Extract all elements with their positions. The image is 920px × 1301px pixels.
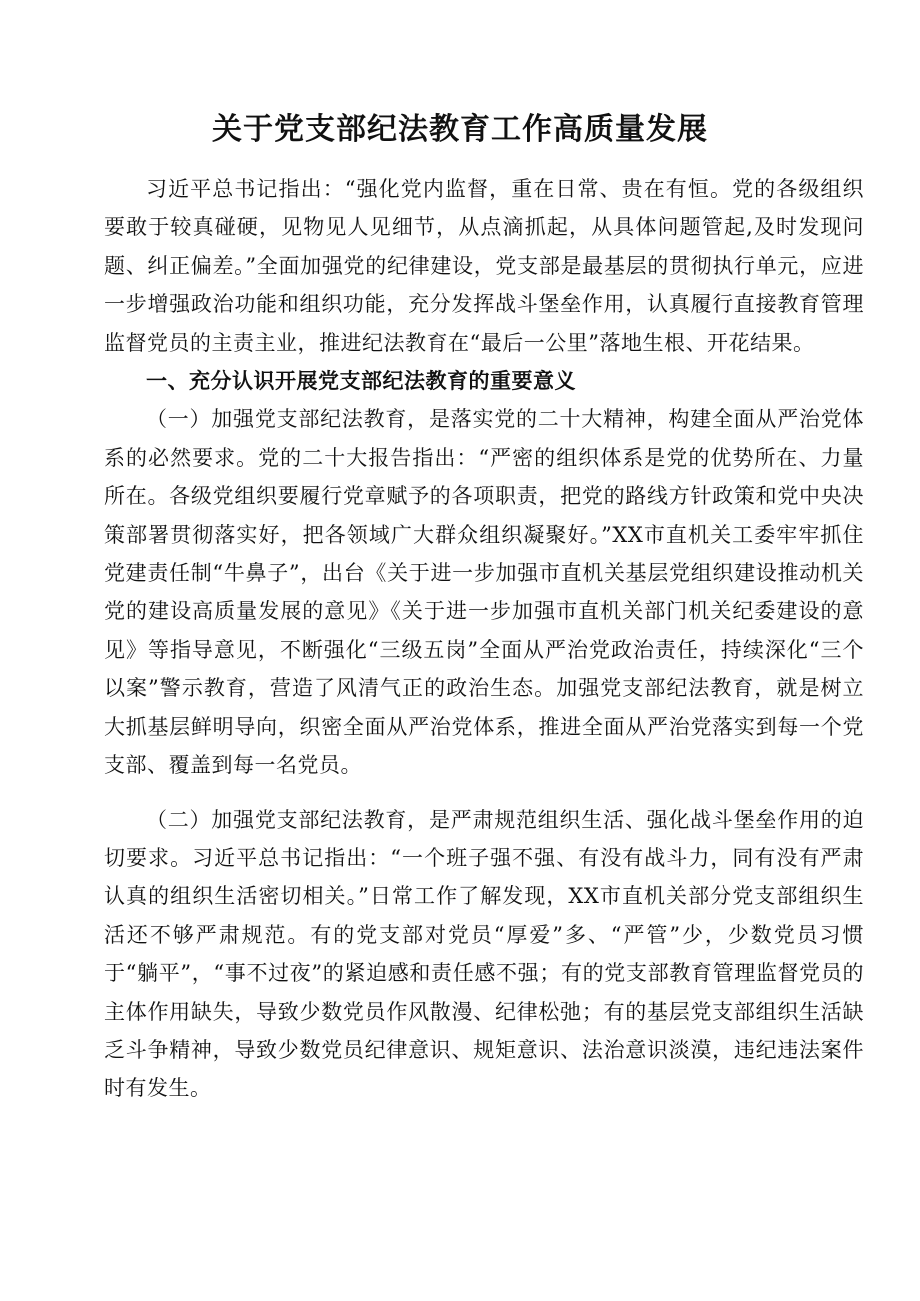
paragraph-gap <box>104 785 864 801</box>
document-title: 关于党支部纪法教育工作高质量发展 <box>212 112 708 147</box>
section-heading-1: 一、充分认识开展党支部纪法教育的重要意义 <box>146 369 576 394</box>
paragraph-1: （一）加强党支部纪法教育，是落实党的二十大精神，构建全面从严治党体系的必然要求。党的二十大报告指出：“严密的组织体系是党的优势所在、力量所在。各级党组织要履行党章赋予的各项职责，把党的路线方针政策和党中央决策部署贯彻落实好，把各领域广大群众组织凝聚好。”XX市直机关工委牢牢抓住党建责任制“牛鼻子”，出台《关于进一步加强市直机关基层党组织建设推动机关党的建设高质量发展的意见》《关于进一步加强市直机关部门机关纪委建设的意见》等指导意见，不断强化“三级五岗”全面从严治党政治责任，持续深化“三个以案”警示教育，营造了风清气正的政治生态。加强党支部纪法教育，就是树立大抓基层鲜明导向，织密全面从严治党体系，推进全面从严治党落实到每一个党支部、覆盖到每一名党员。 <box>104 407 864 778</box>
intro-paragraph: 习近平总书记指出：“强化党内监督，重在日常、贵在有恒。党的各级组织要敢于较真碰硬，见物见人见细节，从点滴抓起，从具体问题管起,及时发现问题、纠正偏差。”全面加强党的纪律建设，党支部是最基层的贯彻执行单元，应进一步增强政治功能和组织功能，充分发挥战斗堡垒作用，认真履行直接教育管理监督党员的主责主业，推进纪法教育在“最后一公里”落地生根、开花结果。 <box>104 177 864 355</box>
document-body <box>104 170 864 1108</box>
paragraph-2: （二）加强党支部纪法教育，是严肃规范组织生活、强化战斗堡垒作用的迫切要求。习近平总书记指出：“一个班子强不强、有没有战斗力，同有没有严肃认真的组织生活密切相关。”日常工作了解发现，XX市直机关部分党支部组织生活还不够严肃规范。有的党支部对党员“厚爱”多、“严管”少，少数党员习惯于“躺平”，“事不过夜”的紧迫感和责任感不强；有的党支部教育管理监督党员的主体作用缺失，导致少数党员作风散漫、纪律松弛；有的基层党支部组织生活缺乏斗争精神，导致少数党员纪律意识、规矩意识、法治意识淡漠，违纪违法案件时有发生。 <box>104 807 864 1101</box>
